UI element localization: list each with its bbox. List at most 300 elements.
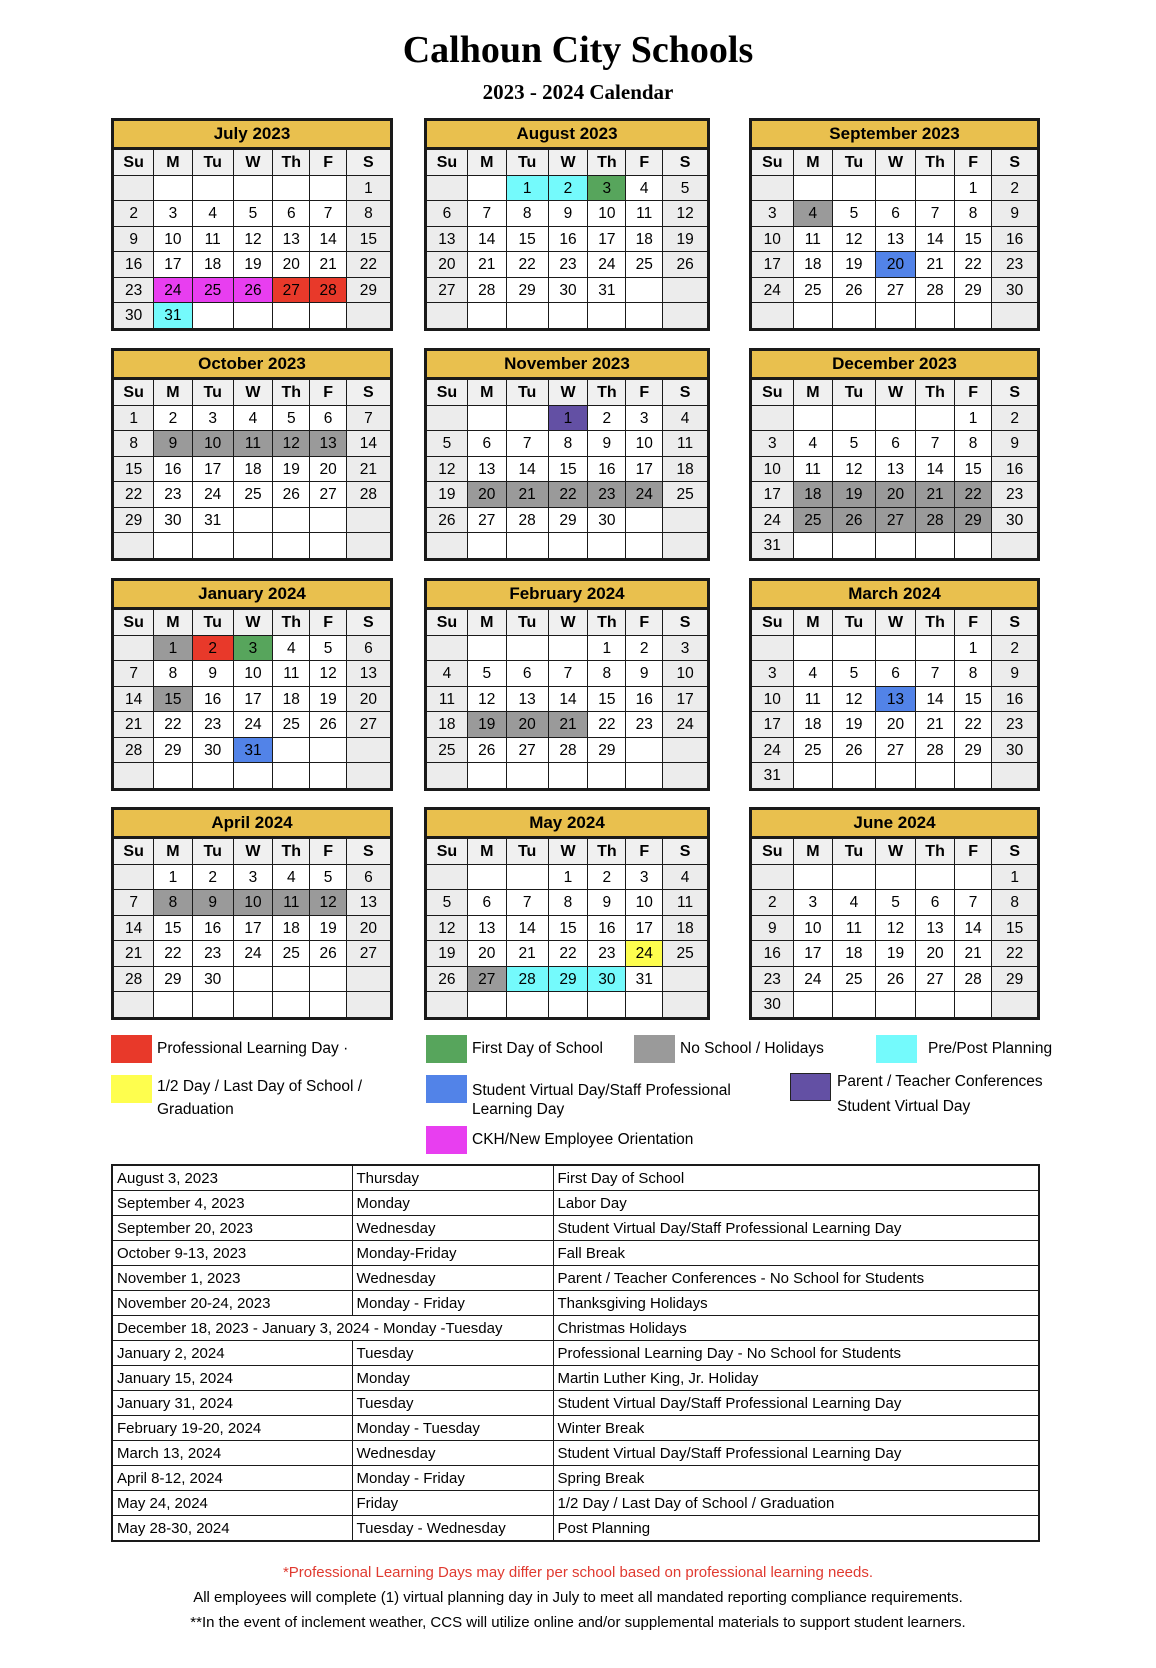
day-cell: 21 [310, 252, 346, 277]
day-cell: 31 [626, 967, 663, 992]
weekday-header: F [310, 380, 346, 406]
empty-cell [234, 533, 273, 558]
day-cell: 28 [114, 738, 154, 763]
weekday-header: S [347, 610, 390, 636]
month-calendar [749, 348, 1040, 561]
day-cell: 8 [507, 201, 549, 226]
day-cell: 30 [752, 992, 794, 1017]
month-calendar [424, 118, 710, 331]
event-date: October 9-13, 2023 [112, 1241, 352, 1266]
day-cell: 17 [626, 457, 663, 482]
weekday-header: M [154, 610, 192, 636]
empty-cell [663, 278, 707, 303]
empty-cell [310, 967, 346, 992]
day-cell: 19 [833, 482, 876, 507]
event-day: Wednesday [352, 1441, 553, 1466]
day-cell: 5 [833, 661, 876, 686]
day-cell: 8 [549, 431, 589, 456]
empty-cell [507, 533, 549, 558]
day-cell: 21 [507, 941, 549, 966]
day-cell: 3 [234, 865, 273, 890]
day-cell: 9 [114, 227, 154, 252]
day-cell: 16 [588, 916, 626, 941]
day-cell: 17 [193, 457, 234, 482]
empty-cell [234, 967, 273, 992]
day-cell: 20 [876, 482, 917, 507]
day-cell: 19 [310, 687, 346, 712]
day-cell: 22 [154, 941, 192, 966]
table-row [112, 1341, 1039, 1366]
table-row [112, 1441, 1039, 1466]
day-cell: 31 [234, 738, 273, 763]
day-cell: 1 [588, 636, 626, 661]
day-cell: 27 [468, 508, 507, 533]
day-cell: 9 [588, 890, 626, 915]
day-cell: 24 [794, 967, 834, 992]
virtual-planning-note: All employees will complete (1) virtual planning day in July to meet all mandated reporting compliance requirements. [193, 1589, 963, 1606]
empty-cell [588, 303, 626, 328]
day-cell: 22 [955, 252, 993, 277]
day-cell: 12 [427, 457, 468, 482]
empty-cell [234, 763, 273, 788]
weekday-header: Tu [193, 150, 234, 176]
day-cell: 4 [663, 406, 707, 431]
day-cell: 31 [752, 763, 794, 788]
month-title: September 2023 [752, 121, 1037, 150]
weekday-header: F [955, 380, 993, 406]
weekday-header: Su [752, 150, 794, 176]
day-cell: 4 [794, 661, 834, 686]
day-cell: 2 [154, 406, 192, 431]
weekday-header: Su [427, 150, 468, 176]
day-cell: 9 [626, 661, 663, 686]
empty-cell [549, 763, 589, 788]
day-cell: 8 [588, 661, 626, 686]
day-cell: 31 [193, 508, 234, 533]
empty-cell [427, 992, 468, 1017]
day-cell: 13 [876, 227, 917, 252]
day-cell: 9 [752, 916, 794, 941]
day-cell: 14 [916, 457, 955, 482]
day-cell: 5 [833, 431, 876, 456]
day-cell: 1 [347, 176, 390, 201]
empty-cell [663, 763, 707, 788]
empty-cell [794, 636, 834, 661]
day-cell: 21 [916, 482, 955, 507]
day-cell: 13 [507, 687, 549, 712]
month-title: July 2023 [114, 121, 390, 150]
empty-cell [955, 763, 993, 788]
legend-ckh-orientation: CKH/New Employee Orientation [426, 1126, 693, 1154]
weekday-header: Tu [193, 839, 234, 865]
day-cell: 19 [273, 457, 310, 482]
day-cell: 22 [114, 482, 154, 507]
event-date: January 31, 2024 [112, 1391, 352, 1416]
day-cell: 18 [663, 457, 707, 482]
day-cell: 4 [193, 201, 234, 226]
empty-cell [955, 303, 993, 328]
day-cell: 26 [234, 278, 273, 303]
weekday-header: M [468, 150, 507, 176]
event-day: Monday - Friday [352, 1466, 553, 1491]
day-cell: 31 [154, 303, 192, 328]
empty-cell [507, 303, 549, 328]
day-cell: 22 [549, 482, 589, 507]
day-cell: 17 [588, 227, 626, 252]
day-cell: 12 [273, 431, 310, 456]
month-title: December 2023 [752, 351, 1037, 380]
weekday-header: Tu [833, 610, 876, 636]
weekday-header: Th [916, 150, 955, 176]
weekday-header: F [955, 150, 993, 176]
empty-cell [273, 763, 310, 788]
day-cell: 11 [833, 916, 876, 941]
event-date: November 20-24, 2023 [112, 1291, 352, 1316]
day-cell: 28 [549, 738, 589, 763]
day-cell: 20 [310, 457, 346, 482]
empty-cell [273, 303, 310, 328]
day-cell: 1 [955, 406, 993, 431]
day-cell: 23 [752, 967, 794, 992]
day-cell: 6 [916, 890, 955, 915]
empty-cell [310, 533, 346, 558]
day-cell: 19 [663, 227, 707, 252]
day-cell: 5 [833, 201, 876, 226]
event-description: Fall Break [553, 1241, 1039, 1266]
day-cell: 3 [626, 865, 663, 890]
magenta-swatch-icon [426, 1126, 467, 1154]
day-cell: 15 [507, 227, 549, 252]
day-cell: 6 [876, 201, 917, 226]
event-date: May 24, 2024 [112, 1491, 352, 1516]
day-cell: 19 [234, 252, 273, 277]
weekday-header: Su [114, 380, 154, 406]
day-cell: 14 [955, 916, 993, 941]
day-cell: 8 [347, 201, 390, 226]
empty-cell [468, 992, 507, 1017]
table-row [112, 1466, 1039, 1491]
event-description: Student Virtual Day/Staff Professional Learning Day [553, 1441, 1039, 1466]
weekday-header: M [794, 150, 834, 176]
day-cell: 6 [468, 890, 507, 915]
day-cell: 18 [663, 916, 707, 941]
day-cell: 2 [114, 201, 154, 226]
empty-cell [663, 533, 707, 558]
weekday-header: F [626, 610, 663, 636]
empty-cell [193, 176, 234, 201]
day-cell: 21 [507, 482, 549, 507]
page-subtitle: 2023 - 2024 Calendar [482, 80, 674, 104]
event-description: Labor Day [553, 1191, 1039, 1216]
day-cell: 15 [588, 687, 626, 712]
table-row [112, 1241, 1039, 1266]
month-calendar [111, 578, 393, 791]
day-cell: 9 [193, 661, 234, 686]
day-cell: 8 [549, 890, 589, 915]
month-calendar [111, 807, 393, 1020]
day-cell: 16 [992, 687, 1037, 712]
day-cell: 20 [427, 252, 468, 277]
weekday-header: M [468, 839, 507, 865]
day-cell: 17 [234, 916, 273, 941]
day-cell: 7 [468, 201, 507, 226]
weekday-header: Th [588, 839, 626, 865]
day-cell: 29 [549, 967, 589, 992]
day-cell: 24 [234, 712, 273, 737]
day-cell: 23 [992, 252, 1037, 277]
day-cell: 8 [992, 890, 1037, 915]
day-cell: 28 [114, 967, 154, 992]
weekday-header: W [234, 380, 273, 406]
event-description: Parent / Teacher Conferences - No School for Students [553, 1266, 1039, 1291]
empty-cell [955, 865, 993, 890]
empty-cell [833, 176, 876, 201]
empty-cell [234, 303, 273, 328]
empty-cell [794, 992, 834, 1017]
weekday-header: Su [427, 839, 468, 865]
weekday-header: S [992, 380, 1037, 406]
day-cell: 2 [752, 890, 794, 915]
day-cell: 6 [876, 431, 917, 456]
day-cell: 21 [916, 712, 955, 737]
day-cell: 8 [154, 661, 192, 686]
event-description: Professional Learning Day - No School for Students [553, 1341, 1039, 1366]
empty-cell [347, 967, 390, 992]
weekday-header: S [347, 839, 390, 865]
day-cell: 7 [549, 661, 589, 686]
day-cell: 4 [273, 636, 310, 661]
day-cell: 14 [114, 687, 154, 712]
weekday-header: W [876, 380, 917, 406]
day-cell: 24 [663, 712, 707, 737]
day-cell: 14 [916, 687, 955, 712]
month-title: October 2023 [114, 351, 390, 380]
month-calendar [111, 118, 393, 331]
event-description: 1/2 Day / Last Day of School / Graduation [553, 1491, 1039, 1516]
empty-cell [507, 636, 549, 661]
day-cell: 30 [992, 738, 1037, 763]
day-cell: 30 [588, 508, 626, 533]
table-row [112, 1216, 1039, 1241]
day-cell: 28 [916, 508, 955, 533]
day-cell: 10 [752, 227, 794, 252]
day-cell: 26 [427, 967, 468, 992]
empty-cell [114, 176, 154, 201]
event-description: Student Virtual Day/Staff Professional Learning Day [553, 1216, 1039, 1241]
weekday-header: W [234, 150, 273, 176]
day-cell: 23 [154, 482, 192, 507]
weekday-header: Th [588, 150, 626, 176]
day-cell: 5 [234, 201, 273, 226]
day-cell: 31 [752, 533, 794, 558]
day-cell: 14 [916, 227, 955, 252]
day-cell: 1 [549, 406, 589, 431]
weekday-header: Th [916, 839, 955, 865]
day-cell: 16 [752, 941, 794, 966]
empty-cell [992, 533, 1037, 558]
weekday-header: W [549, 150, 589, 176]
empty-cell [916, 303, 955, 328]
empty-cell [992, 763, 1037, 788]
empty-cell [876, 763, 917, 788]
day-cell: 17 [234, 687, 273, 712]
event-description: Winter Break [553, 1416, 1039, 1441]
day-cell: 29 [588, 738, 626, 763]
empty-cell [310, 992, 346, 1017]
weekday-header: M [154, 839, 192, 865]
day-cell: 29 [549, 508, 589, 533]
day-cell: 18 [273, 687, 310, 712]
day-cell: 7 [955, 890, 993, 915]
day-cell: 11 [794, 227, 834, 252]
day-cell: 20 [876, 252, 917, 277]
day-cell: 21 [114, 941, 154, 966]
empty-cell [833, 865, 876, 890]
legend-pre-post-planning: Pre/Post Planning [876, 1035, 1052, 1063]
day-cell: 28 [916, 278, 955, 303]
empty-cell [876, 176, 917, 201]
empty-cell [273, 508, 310, 533]
day-cell: 10 [626, 431, 663, 456]
empty-cell [193, 533, 234, 558]
event-day: Tuesday [352, 1341, 553, 1366]
empty-cell [310, 763, 346, 788]
weekday-header: F [626, 380, 663, 406]
day-cell: 25 [663, 482, 707, 507]
green-swatch-icon [426, 1035, 467, 1063]
event-date: November 1, 2023 [112, 1266, 352, 1291]
day-cell: 19 [833, 712, 876, 737]
empty-cell [234, 176, 273, 201]
day-cell: 1 [955, 176, 993, 201]
event-description: Spring Break [553, 1466, 1039, 1491]
day-cell: 21 [347, 457, 390, 482]
day-cell: 18 [833, 941, 876, 966]
day-cell: 27 [273, 278, 310, 303]
day-cell: 20 [507, 712, 549, 737]
month-calendar [749, 118, 1040, 331]
day-cell: 25 [794, 278, 834, 303]
weekday-header: Su [114, 150, 154, 176]
empty-cell [916, 176, 955, 201]
empty-cell [549, 533, 589, 558]
day-cell: 20 [468, 482, 507, 507]
empty-cell [310, 303, 346, 328]
event-date: January 15, 2024 [112, 1366, 352, 1391]
event-description: Thanksgiving Holidays [553, 1291, 1039, 1316]
day-cell: 26 [833, 508, 876, 533]
day-cell: 11 [663, 890, 707, 915]
day-cell: 7 [347, 406, 390, 431]
day-cell: 9 [992, 661, 1037, 686]
day-cell: 15 [955, 687, 993, 712]
month-calendar [424, 807, 710, 1020]
month-calendar [749, 578, 1040, 791]
day-cell: 18 [234, 457, 273, 482]
weekday-header: W [234, 839, 273, 865]
empty-cell [427, 176, 468, 201]
empty-cell [794, 533, 834, 558]
empty-cell [427, 636, 468, 661]
empty-cell [752, 406, 794, 431]
day-cell: 5 [273, 406, 310, 431]
day-cell: 12 [310, 661, 346, 686]
table-row [112, 1366, 1039, 1391]
event-description: Post Planning [553, 1516, 1039, 1542]
day-cell: 23 [992, 712, 1037, 737]
empty-cell [193, 303, 234, 328]
day-cell: 24 [626, 941, 663, 966]
weekday-header: S [992, 150, 1037, 176]
weekday-header: S [347, 380, 390, 406]
day-cell: 5 [876, 890, 917, 915]
day-cell: 27 [876, 738, 917, 763]
empty-cell [626, 303, 663, 328]
day-cell: 14 [549, 687, 589, 712]
day-cell: 6 [468, 431, 507, 456]
empty-cell [114, 992, 154, 1017]
day-cell: 3 [193, 406, 234, 431]
empty-cell [234, 992, 273, 1017]
weekday-header: S [663, 839, 707, 865]
day-cell: 23 [549, 252, 589, 277]
day-cell: 15 [992, 916, 1037, 941]
weekday-header: Tu [193, 380, 234, 406]
day-cell: 7 [507, 431, 549, 456]
day-cell: 6 [507, 661, 549, 686]
weekday-header: F [626, 150, 663, 176]
legend-first-day: First Day of School [426, 1035, 603, 1063]
day-cell: 18 [427, 712, 468, 737]
day-cell: 16 [193, 916, 234, 941]
weekday-header: W [549, 610, 589, 636]
empty-cell [626, 278, 663, 303]
empty-cell [347, 508, 390, 533]
empty-cell [310, 738, 346, 763]
table-row [112, 1491, 1039, 1516]
day-cell: 1 [992, 865, 1037, 890]
day-cell: 2 [992, 176, 1037, 201]
day-cell: 23 [193, 941, 234, 966]
weekday-header: F [955, 839, 993, 865]
event-day: Monday-Friday [352, 1241, 553, 1266]
empty-cell [916, 406, 955, 431]
weekday-header: W [549, 380, 589, 406]
day-cell: 22 [992, 941, 1037, 966]
blue-swatch-icon [426, 1075, 467, 1103]
day-cell: 18 [794, 482, 834, 507]
day-cell: 11 [794, 687, 834, 712]
empty-cell [347, 303, 390, 328]
event-day: Thursday [352, 1165, 553, 1191]
day-cell: 28 [507, 508, 549, 533]
month-title: April 2024 [114, 810, 390, 839]
day-cell: 30 [549, 278, 589, 303]
event-day: Tuesday - Wednesday [352, 1516, 553, 1542]
day-cell: 24 [588, 252, 626, 277]
day-cell: 14 [507, 457, 549, 482]
day-cell: 8 [955, 201, 993, 226]
month-title: February 2024 [427, 581, 707, 610]
day-cell: 16 [992, 457, 1037, 482]
event-day: Monday - Friday [352, 1291, 553, 1316]
month-title: June 2024 [752, 810, 1037, 839]
day-cell: 15 [114, 457, 154, 482]
empty-cell [752, 176, 794, 201]
day-cell: 2 [549, 176, 589, 201]
empty-cell [154, 533, 192, 558]
empty-cell [588, 533, 626, 558]
